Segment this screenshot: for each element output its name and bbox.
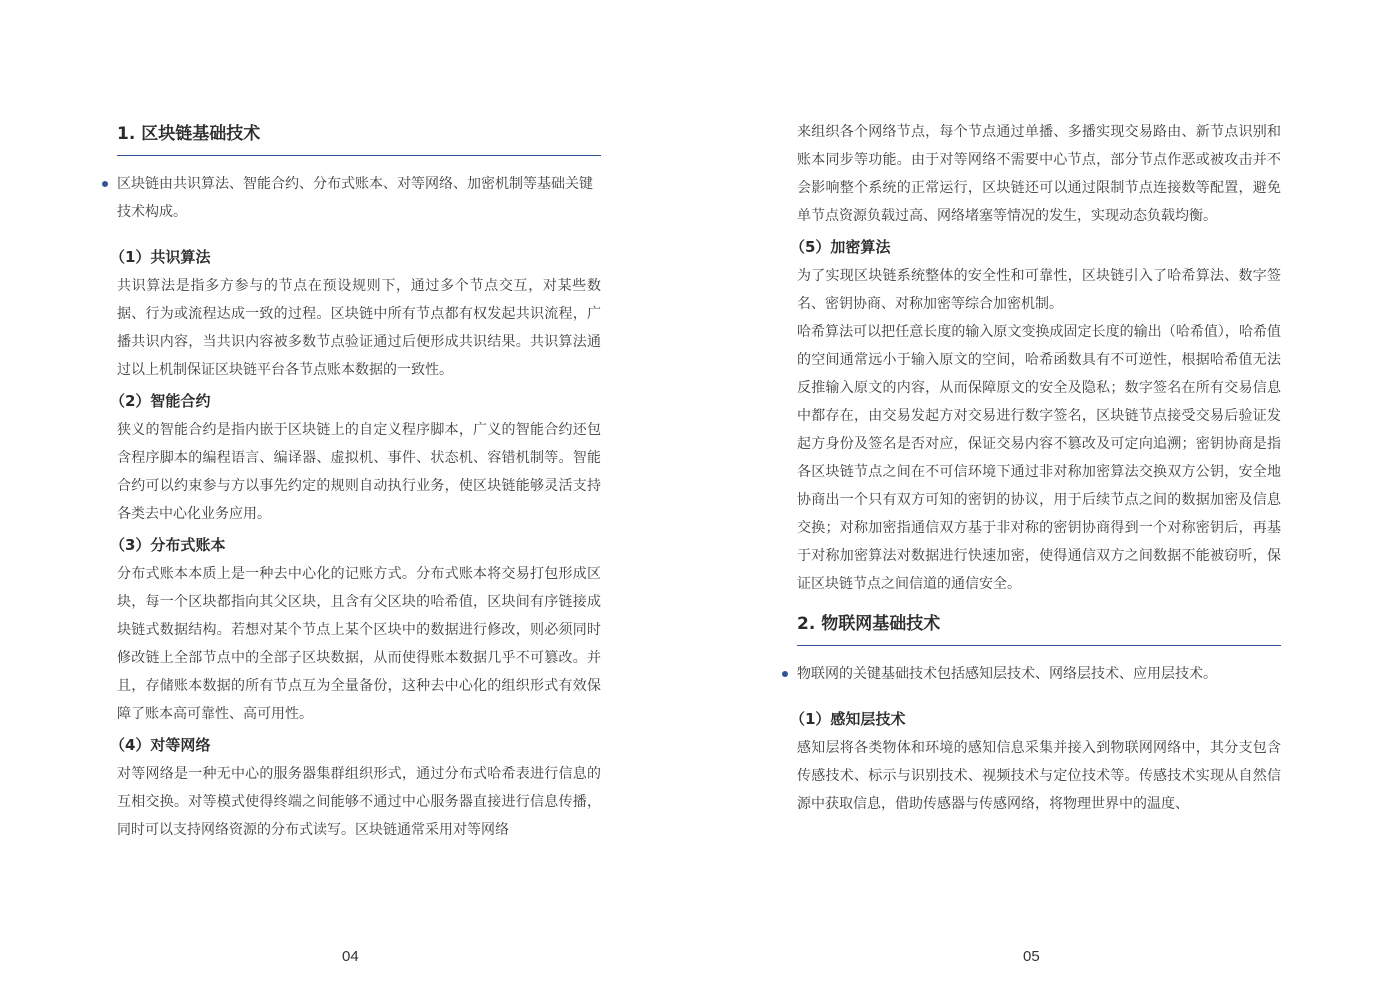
bullet-text: 区块链由共识算法、智能合约、分布式账本、对等网络、加密机制等基础关键技术构成。 [117, 176, 593, 220]
paragraph-consensus: 共识算法是指多方参与的节点在预设规则下，通过多个节点交互，对某些数据、行为或流程达成一致的过程。区块链中所有节点都有权发起共识流程，广播共识内容，当共识内容被多数节点验证通过后便形成共识结果。共识算法通过以上机制保证区块链平台各节点账本数据的一致性。 [117, 278, 601, 378]
paragraph-p2p-continued: 来组织各个网络节点，每个节点通过单播、多播实现交易路由、新节点识别和账本同步等功能。由于对等网络不需要中心节点，部分节点作恶或被攻击并不会影响整个系统的正常运行，区块链还可以通过限制节点连接数等配置，避免单节点资源负载过高、网络堵塞等情况的发生，实现动态负载均衡。 [797, 124, 1281, 224]
subheading-encryption: （5）加密算法 [790, 238, 891, 256]
left-page [0, 0, 691, 1005]
subheading-perception-layer: （1）感知层技术 [790, 710, 906, 728]
subheading-smart-contract: （2）智能合约 [110, 392, 211, 410]
subheading-distributed-ledger: （3）分布式账本 [110, 536, 226, 554]
left-column [110, 118, 601, 850]
page-number-right: 05 [1023, 948, 1040, 965]
bullet-item [797, 660, 1281, 688]
paragraph-p2p-network: 对等网络是一种无中心的服务器集群组织形式，通过分布式哈希表进行信息的互相交换。对等模式使得终端之间能够不通过中心服务器直接进行信息传播，同时可以支持网络资源的分布式读写。区块链通常采用对等网络 [117, 766, 601, 838]
paragraph-encryption-intro: 为了实现区块链系统整体的安全性和可靠性，区块链引入了哈希算法、数字签名、密钥协商、对称加密等综合加密机制。 [797, 268, 1281, 312]
section-title-blockchain: 1. 区块链基础技术 [117, 122, 601, 156]
paragraph-perception-layer: 感知层将各类物体和环境的感知信息采集并接入到物联网网络中，其分支包含传感技术、标示与识别技术、视频技术与定位技术等。传感技术实现从自然信源中获取信息，借助传感器与传感网络，将物理世界中的温度、 [797, 740, 1281, 812]
right-page [691, 0, 1383, 1005]
bullet-dot-icon [782, 671, 788, 677]
bullet-item [117, 170, 601, 226]
subheading-p2p-network: （4）对等网络 [110, 736, 211, 754]
paragraph-encryption-detail: 哈希算法可以把任意长度的输入原文变换成固定长度的输出（哈希值），哈希值的空间通常远小于输入原文的空间，哈希函数具有不可逆性，根据哈希值无法反推输入原文的内容，从而保障原文的安全及隐私；数字签名在所有交易信息中都存在，由交易发起方对交易进行数字签名，区块链节点接受交易后验证发起方身份及签名是否对应，保证交易内容不篡改及可定向追溯；密钥协商是指各区块链节点之间在不可信环境下通过非对称加密算法交换双方公钥，安全地协商出一个只有双方可知的密钥的协议，用于后续节点之间的数据加密及信息交换；对称加密指通信双方基于非对称的密钥协商得到一个对称密钥后，再基于对称加密算法对数据进行快速加密，使得通信双方之间数据不能被窃听，保证区块链节点之间信道的通信安全。 [797, 324, 1281, 592]
paragraph-smart-contract: 狭义的智能合约是指内嵌于区块链上的自定义程序脚本，广义的智能合约还包含程序脚本的编程语言、编译器、虚拟机、事件、状态机、容错机制等。智能合约可以约束参与方以事先约定的规则自动执行业务，使区块链能够灵活支持各类去中心化业务应用。 [117, 422, 601, 522]
page-number-left: 04 [342, 948, 359, 965]
paragraph-distributed-ledger: 分布式账本本质上是一种去中心化的记账方式。分布式账本将交易打包形成区块，每一个区块都指向其父区块，且含有父区块的哈希值，区块间有序链接成块链式数据结构。若想对某个节点上某个区块中的数据进行修改，则必须同时修改链上全部节点中的全部子区块数据，从而使得账本数据几乎不可篡改。并且，存储账本数据的所有节点互为全量备份，这种去中心化的组织形式有效保障了账本高可靠性、高可用性。 [117, 566, 601, 722]
subheading-consensus: （1）共识算法 [110, 248, 211, 266]
right-column [790, 118, 1281, 824]
section-title-iot: 2. 物联网基础技术 [797, 612, 1281, 646]
bullet-dot-icon [102, 181, 108, 187]
bullet-text: 物联网的关键基础技术包括感知层技术、网络层技术、应用层技术。 [797, 666, 1217, 682]
